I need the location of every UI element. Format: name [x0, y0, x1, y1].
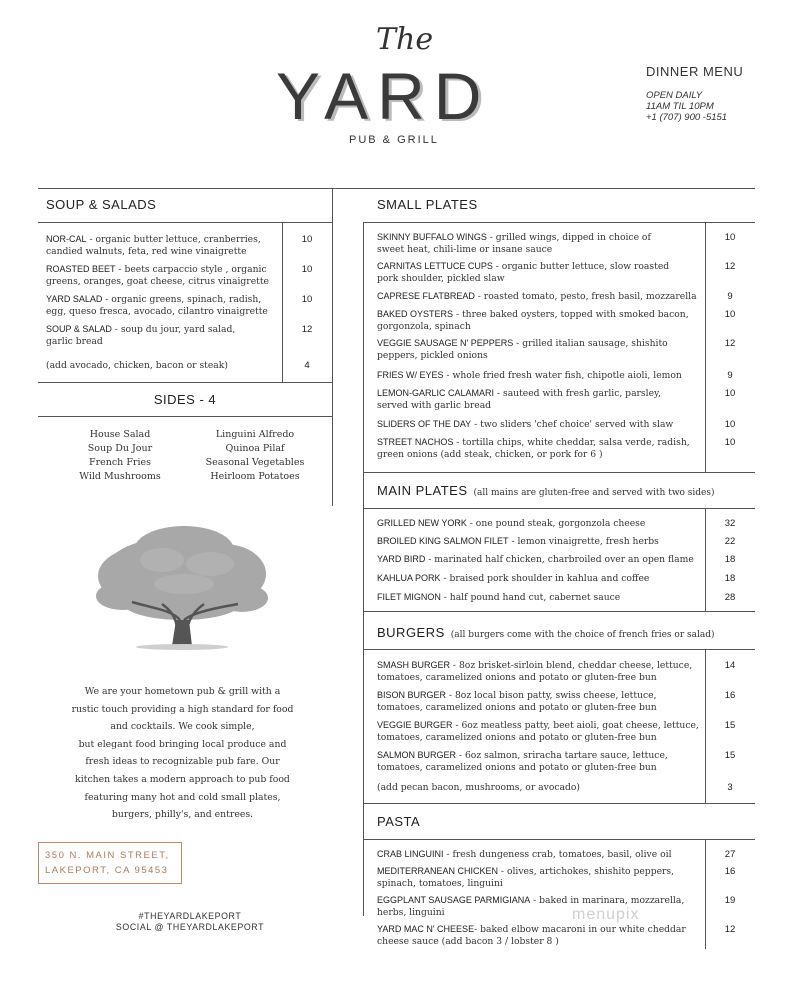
item-price: 12 — [724, 261, 736, 272]
item-price: 10 — [724, 388, 736, 399]
item-price: 10 — [301, 234, 313, 245]
burgers-note: (all burgers come with the choice of french fries or salad) — [450, 630, 715, 640]
menu-item: VEGGIE SAUSAGE N' PEPPERS - grilled italian sausage, shishito peppers, pickled onions — [377, 338, 668, 361]
item-price: 19 — [724, 895, 736, 906]
side-item: Seasonal Vegetables — [205, 457, 305, 468]
small-plates-rule — [363, 222, 755, 223]
soup-price-divider — [282, 222, 283, 382]
oak-tree-illustration — [92, 524, 272, 652]
item-price: 32 — [724, 518, 736, 529]
main-price-divider — [705, 508, 706, 611]
menu-item: GRILLED NEW YORK - one pound steak, gorgonzola cheese — [377, 518, 646, 529]
item-price: 18 — [724, 573, 736, 584]
main-header-rule — [363, 508, 755, 509]
menu-item: YARD BIRD - marinated half chicken, charbroiled over an open flame — [377, 554, 694, 565]
menu-item: BISON BURGER - 8oz local bison patty, swiss cheese, lettuce, tomatoes, caramelized onions and potato or gluten-free bun — [377, 690, 657, 713]
logo-tagline: PUB & GRILL — [349, 134, 439, 146]
addon-price: 4 — [304, 360, 310, 371]
side-item: French Fries — [88, 457, 151, 468]
column-divider — [332, 188, 333, 506]
menu-item: NOR-CAL - organic butter lettuce, cranberries, candied walnuts, feta, red wine vinaigrette — [46, 234, 261, 257]
phone-number: +1 (707) 900 -5151 — [646, 112, 728, 123]
small-bottom-rule — [363, 472, 755, 473]
menu-item: ROASTED BEET - beets carpaccio style , organic greens, oranges, goat cheese, citrus vinaigrette — [46, 264, 269, 287]
menu-item: EGGPLANT SAUSAGE PARMIGIANA - baked in marinara, mozzarella, herbs, linguini — [377, 895, 685, 918]
item-price: 14 — [724, 660, 736, 671]
menu-item: CARNITAS LETTUCE CUPS - organic butter lettuce, slow roasted pork shoulder, pickled slaw — [377, 261, 670, 284]
item-price: 16 — [724, 866, 736, 877]
item-price: 10 — [724, 309, 736, 320]
item-price: 10 — [724, 437, 736, 448]
about-paragraph: We are your hometown pub & grill with a rustic touch providing a high standard for food and cocktails. We cook simple, but elegant food bringing local produce and fresh ideas to recognizable pub fare. Our kitchen takes a modern approach to pub food featuring many hot and cold small plates, burgers, philly's, and entrees. — [71, 686, 294, 821]
addon-note: (add pecan bacon, mushrooms, or avocado) — [377, 782, 580, 793]
social-handle: SOCIAL @ THEYARDLAKEPORT — [115, 922, 265, 932]
right-left-rule — [363, 222, 364, 916]
side-item: Heirloom Potatoes — [210, 471, 300, 482]
item-price: 27 — [724, 849, 736, 860]
side-item: Wild Mushrooms — [79, 471, 161, 482]
item-price: 15 — [724, 720, 736, 731]
burgers-bottom-rule — [363, 803, 755, 804]
burgers-title: BURGERS (all burgers come with the choice of french fries or salad) — [377, 625, 715, 640]
sides-left-column — [60, 428, 180, 484]
side-item: House Salad — [89, 429, 151, 440]
menu-item: KAHLUA PORK - braised pork shoulder in kahlua and coffee — [377, 573, 650, 584]
side-item: Linguini Alfredo — [215, 429, 295, 440]
sides-title: SIDES - 4 — [153, 392, 217, 407]
main-bottom-rule — [363, 611, 755, 612]
addon-note: (add avocado, chicken, bacon or steak) — [46, 360, 228, 371]
item-price: 12 — [724, 924, 736, 935]
side-item: Soup Du Jour — [87, 443, 153, 454]
item-price: 10 — [724, 232, 736, 243]
sides-right-column — [195, 428, 315, 484]
top-rule — [38, 188, 755, 189]
menu-item: CRAB LINGUINI - fresh dungeness crab, tomatoes, basil, olive oil — [377, 849, 672, 860]
item-price: 28 — [724, 592, 736, 603]
watermark-logo: menupix — [572, 906, 640, 923]
small-plates-title: SMALL PLATES — [377, 197, 478, 212]
addon-price: 3 — [727, 782, 733, 793]
pasta-header-rule — [363, 839, 755, 840]
soup-bottom-rule — [38, 382, 332, 383]
menu-title: DINNER MENU — [646, 64, 744, 79]
small-price-divider — [705, 222, 706, 472]
social-block — [110, 911, 270, 933]
item-price: 9 — [727, 291, 733, 302]
soup-header-rule — [38, 222, 332, 223]
address-box — [38, 842, 182, 884]
sides-header-rule — [38, 416, 332, 417]
menu-item: FRIES W/ EYES - whole fried fresh water fish, chipotle aioli, lemon — [377, 370, 682, 381]
item-price: 12 — [301, 324, 313, 335]
menu-item: SLIDERS OF THE DAY - two sliders 'chef choice' served with slaw — [377, 419, 674, 430]
menu-item: VEGGIE BURGER - 6oz meatless patty, beet aioli, goat cheese, lettuce, tomatoes, caramelized onions and potato or gluten-free bun — [377, 720, 699, 743]
hashtag: #THEYARDLAKEPORT — [138, 911, 242, 921]
menu-item: BAKED OYSTERS - three baked oysters, topped with smoked bacon, gorgonzola, spinach — [377, 309, 689, 332]
item-price: 18 — [724, 554, 736, 565]
main-plates-note: (all mains are gluten-free and served with two sides) — [473, 488, 715, 498]
address-street: 350 N. MAIN STREET, — [45, 850, 170, 861]
item-price: 10 — [301, 294, 313, 305]
menu-item: BROILED KING SALMON FILET - lemon vinaigrette, fresh herbs — [377, 536, 659, 547]
address-city: LAKEPORT, CA 95453 — [45, 865, 169, 876]
menu-item: STREET NACHOS - tortilla chips, white cheddar, salsa verde, radish, green onions (add steak, chicken, or pork for 6 ) — [377, 437, 690, 460]
hours-block — [646, 90, 727, 123]
menu-item: YARD SALAD - organic greens, spinach, radish, egg, queso fresca, avocado, cilantro vinaigrette — [46, 294, 268, 317]
menu-item: FILET MIGNON - half pound hand cut, cabernet sauce — [377, 592, 621, 603]
hours-time: 11AM TIL 10PM — [646, 101, 714, 112]
burgers-header-rule — [363, 649, 755, 650]
main-plates-title: MAIN PLATES (all mains are gluten-free and served with two sides) — [377, 483, 715, 498]
item-price: 10 — [724, 419, 736, 430]
menu-item: SOUP & SALAD - soup du jour, yard salad, garlic bread — [46, 324, 236, 347]
hours-open: OPEN DAILY — [646, 90, 703, 101]
logo-yard: YARD — [276, 59, 491, 133]
item-price: 22 — [724, 536, 736, 547]
burgers-price-divider — [705, 649, 706, 803]
soup-salads-title: SOUP & SALADS — [46, 197, 157, 212]
item-price: 15 — [724, 750, 736, 761]
pasta-price-divider — [705, 839, 706, 949]
item-price: 16 — [724, 690, 736, 701]
menu-item: SKINNY BUFFALO WINGS - grilled wings, dipped in choice of sweet heat, chili-lime or insane sauce — [377, 232, 651, 255]
menu-item: SALMON BURGER - 6oz salmon, sriracha tartare sauce, lettuce, tomatoes, caramelized onions and potato or gluten-free bun — [377, 750, 668, 773]
pasta-title: PASTA — [377, 814, 421, 829]
item-price: 9 — [727, 370, 733, 381]
logo-the: The — [376, 22, 434, 57]
item-price: 10 — [301, 264, 313, 275]
item-price: 12 — [724, 338, 736, 349]
menu-item: CAPRESE FLATBREAD - roasted tomato, pesto, fresh basil, mozzarella — [377, 291, 697, 302]
menu-item: YARD MAC N' CHEESE- baked elbow macaroni in our white cheddar cheese sauce (add bacon 3 / lobster 8 ) — [377, 924, 686, 947]
side-item: Quinoa Pilaf — [225, 443, 285, 454]
menu-item: MEDITERRANEAN CHICKEN - olives, artichokes, shishito peppers, spinach, tomatoes, linguini — [377, 866, 675, 889]
menu-item: LEMON-GARLIC CALAMARI - sauteed with fresh garlic, parsley, served with garlic bread — [377, 388, 661, 411]
menu-item: SMASH BURGER - 8oz brisket-sirloin blend, cheddar cheese, lettuce, tomatoes, caramelized onions and potato or gluten-free bun — [377, 660, 693, 683]
